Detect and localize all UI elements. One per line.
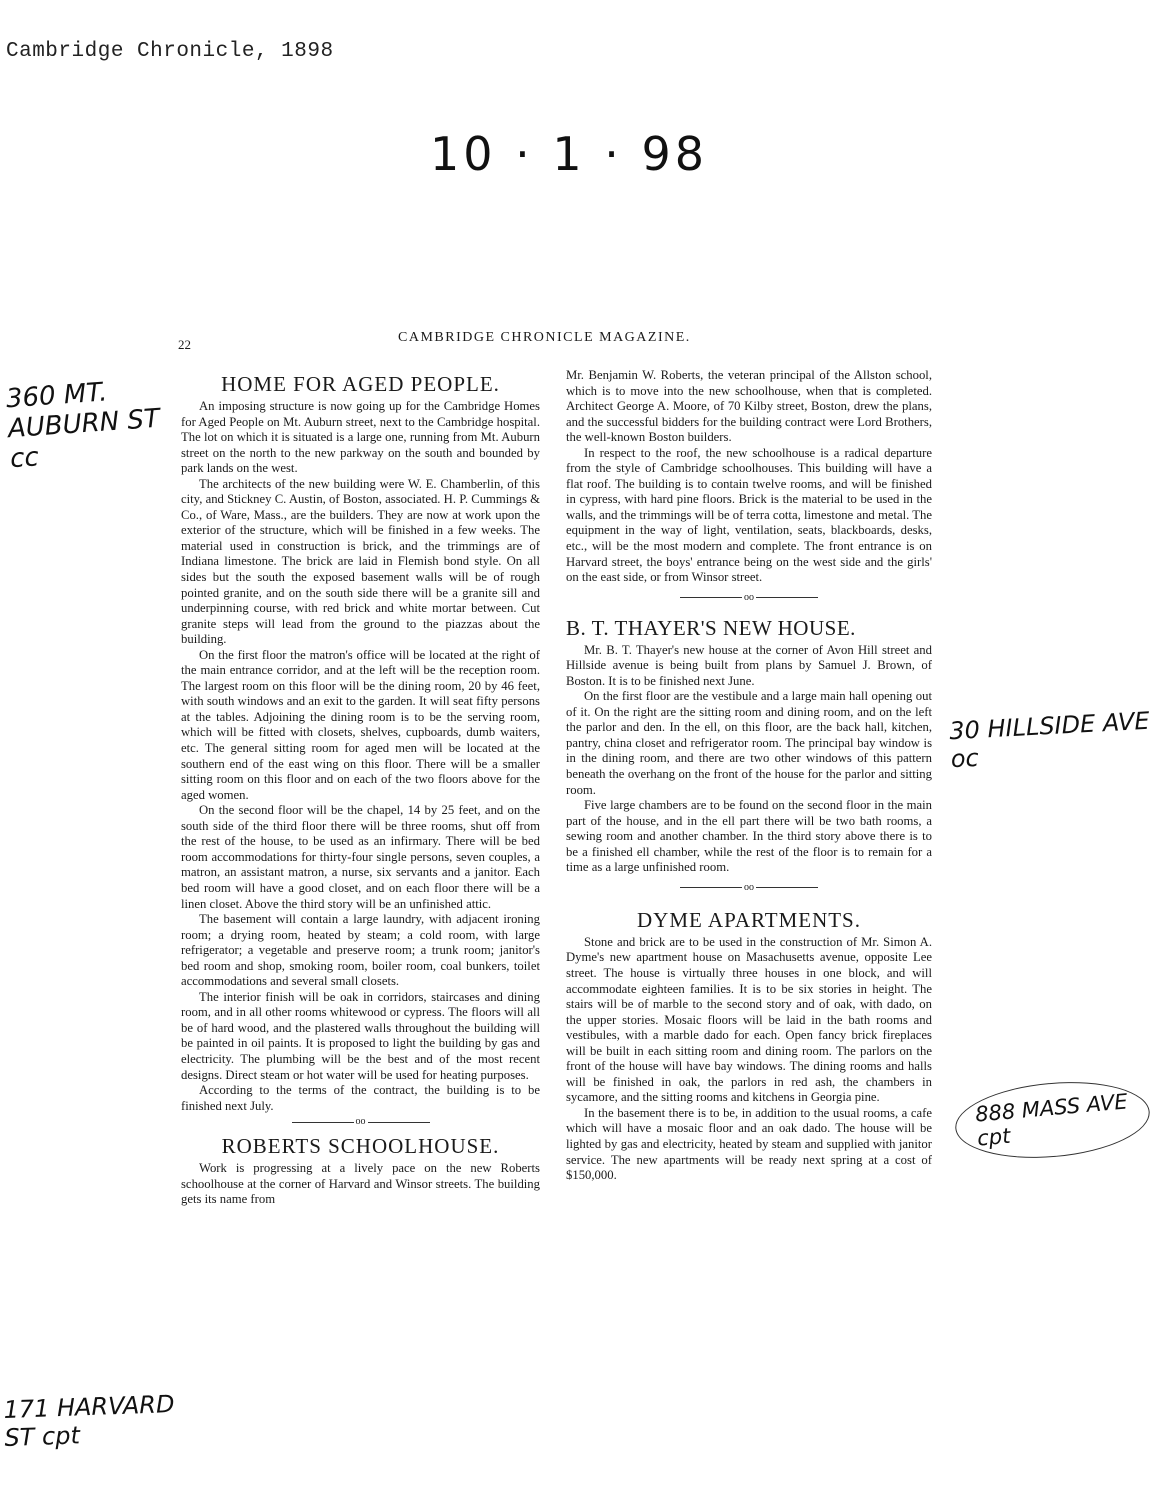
paragraph: In the basement there is to be, in addition to the usual rooms, a cafe which will have a mosaic floor and an oak dado. The house will be lighted by gas and electricity, heated by steam and supplied with janitor service. The new apartments will be ready next spring at a cost of $150,000. — [566, 1105, 932, 1183]
paragraph: The interior finish will be oak in corridors, staircases and dining room, and in all other rooms whitewood or cypress. The floors will all be of hard wood, and the plastered walls throughout the building will be painted in oil paints. It is proposed to light the building by gas and electricity. The plumbing will be the best and of the most recent designs. Direct steam or hot water will be used for heating purposes. — [181, 989, 540, 1082]
paragraph: Mr. B. T. Thayer's new house at the corner of Avon Hill street and Hillside avenue is being built from plans by Samuel J. Brown, of Boston. It is to be finished next June. — [566, 642, 932, 688]
right-column — [566, 368, 932, 1184]
article-title-home-aged: HOME FOR AGED PEOPLE. — [221, 372, 500, 396]
paragraph: On the first floor are the vestibule and a large main hall opening out of it. On the right are the sitting room and dining room, and on the left the parlor and den. In the ell, on this floor, are the back hall, kitchen, pantry, china closet and refrigerator room. The principal bay window is in the dining room, and there are two other windows of this pattern beneath the overhang on the front of the house for the parlor and sitting room. — [566, 689, 932, 797]
margin-note-thayer: 30 HILLSIDE AVE oc — [948, 706, 1151, 773]
paragraph: Stone and brick are to be used in the construction of Mr. Simon A. Dyme's new apartment house on Masachusetts avenue, opposite Lee street. The house is virtually three houses in one block, and will accommodate eighteen families. It is to be six stories in height. The stairs will be of marble to the second story and of oak, with dado, on the upper stories. Mosaic floors will be laid in the bath rooms and vestibules, with a marble dado for each. Open fancy brick fireplaces will be built in each sitting room and dining room. The parlors on the front of the house will have bay windows. The dining rooms and halls will be finished in oak, the parlors in red ash, the chambers in sycamore, and the sitting rooms and kitchens in Georgia pine. — [566, 934, 932, 1105]
article-separator — [566, 590, 932, 606]
paragraph: According to the terms of the contract, the building is to be finished next July. — [181, 1083, 540, 1113]
article-title-dyme: DYME APARTMENTS. — [636, 907, 861, 932]
left-column — [181, 368, 540, 1208]
paragraph: The basement will contain a large laundry, with adjacent ironing room; a drying room, heated by steam; a cold room, with large refrigerator; a vegetable and preserve room; a trunk room; janitor's bed room and shop, smoking room, boiler room, coal bunkers, toilet accommodations and several small closets. — [181, 912, 540, 989]
separator-mark: oo — [744, 882, 754, 894]
typed-header: Cambridge Chronicle, 1898 — [6, 40, 334, 63]
paragraph: On the first floor the matron's office will be located at the right of the main entrance corridor, and at the left will be the reception room. The largest room on this floor will be the dining room, 20 by 46 feet, with south windows and an exit to the garden. It will seat fifty persons at the tables. Adjoining the dining room is to be the serving room, which will be fitted with closets, shelves, cupboards, dumb waiters, etc. The general sitting room for aged men will be located at the southern end of the east wing on this floor. There will be a smaller sitting room on this floor and on each of the two floors above for the aged women. — [181, 647, 540, 802]
paragraph: In respect to the roof, the new schoolhouse is a radical departure from the style of Cambridge schoolhouses. This building will have a flat roof. The building is to contain twelve rooms, and will be finished in cypress, with hard pine floors. Brick is the material to be used in the walls, and the trimmings will be of terra cotta, limestone and metal. The equipment in the way of light, ventilation, seats, blackboards, desks, etc., will be the most modern and complete. The front entrance is on Harvard street, the boys' entrance being on the west side and the girls' on the east side, or from Winsor street. — [566, 445, 932, 585]
article-title-thayer: B. T. THAYER'S NEW HOUSE. — [566, 615, 856, 640]
margin-note-dyme: 888 MASS AVE cpt — [952, 1075, 1153, 1166]
margin-note-home-aged: 360 MT. AUBURN ST cc — [4, 377, 161, 474]
page-number: 22 — [178, 337, 191, 352]
paragraph: An imposing structure is now going up for the Cambridge Homes for Aged People on Mt. Auburn street, next to the Cambridge hospital. The lot on which it is situated is a large one, running from Mt. Auburn street on the north to the new parkway on the south and bounded by park lands on the west. — [181, 399, 540, 476]
article-title-roberts: ROBERTS SCHOOLHOUSE. — [221, 1134, 500, 1159]
magazine-title: CAMBRIDGE CHRONICLE MAGAZINE. — [398, 330, 691, 345]
article-separator — [181, 1114, 540, 1130]
paragraph: Mr. Benjamin W. Roberts, the veteran principal of the Allston school, which is to move into the new schoolhouse, when that is completed. Architect George A. Moore, of 70 Kilby street, Boston, drew the plans, and the successful bidders for the building contract were Lord Brothers, the well-known Boston builders. — [566, 368, 932, 445]
paragraph: On the second floor will be the chapel, 14 by 25 feet, and on the south side of the third floor there will be three rooms, shut off from the rest of the house, to be used as an infirmary. There will be bed room accommodations for thirty-four single persons, seven couples, a matron, an assistant matron, a nurse, six servants and a janitor. Each bed room will have a good closet, and on each floor there will be a linen closet. Above the third story will be an unfinished attic. — [181, 803, 540, 911]
separator-mark: oo — [744, 591, 754, 603]
handwritten-date: 10 · 1 · 98 — [430, 127, 709, 181]
separator-mark: oo — [355, 1116, 366, 1128]
margin-note-roberts: 171 HARVARD ST cpt — [3, 1390, 175, 1452]
article-separator — [566, 880, 932, 896]
paragraph: The architects of the new building were W. E. Chamberlin, of this city, and Stickney C. Austin, of Boston, associated. H. P. Cummings & Co., of Ware, Mass., are the builders. They are now at work upon the exterior of the structure, which will be finished in a few weeks. The material used in construction is brick, and the trimmings are of Indiana limestone. The brick are laid in Flemish bond style. On all sides but the south the exposed basement walls will be of rough pointed granite, and on the south side there will be a granite sill and underpinning course, with red brick and white mortar between. Cut granite steps will lead from the ground to the piazzas about the building. — [181, 476, 540, 647]
paragraph: Five large chambers are to be found on the second floor in the main part of the house, and in the ell part there will be two bath rooms, a sewing room and another chamber. In the third story above there is to be a finished ell chamber, while the rest of the floor is to remain for a time as a large unfinished room. — [566, 798, 932, 875]
paragraph: Work is progressing at a lively pace on the new Roberts schoolhouse at the corner of Harvard and Winsor streets. The building gets its name from — [181, 1161, 540, 1207]
